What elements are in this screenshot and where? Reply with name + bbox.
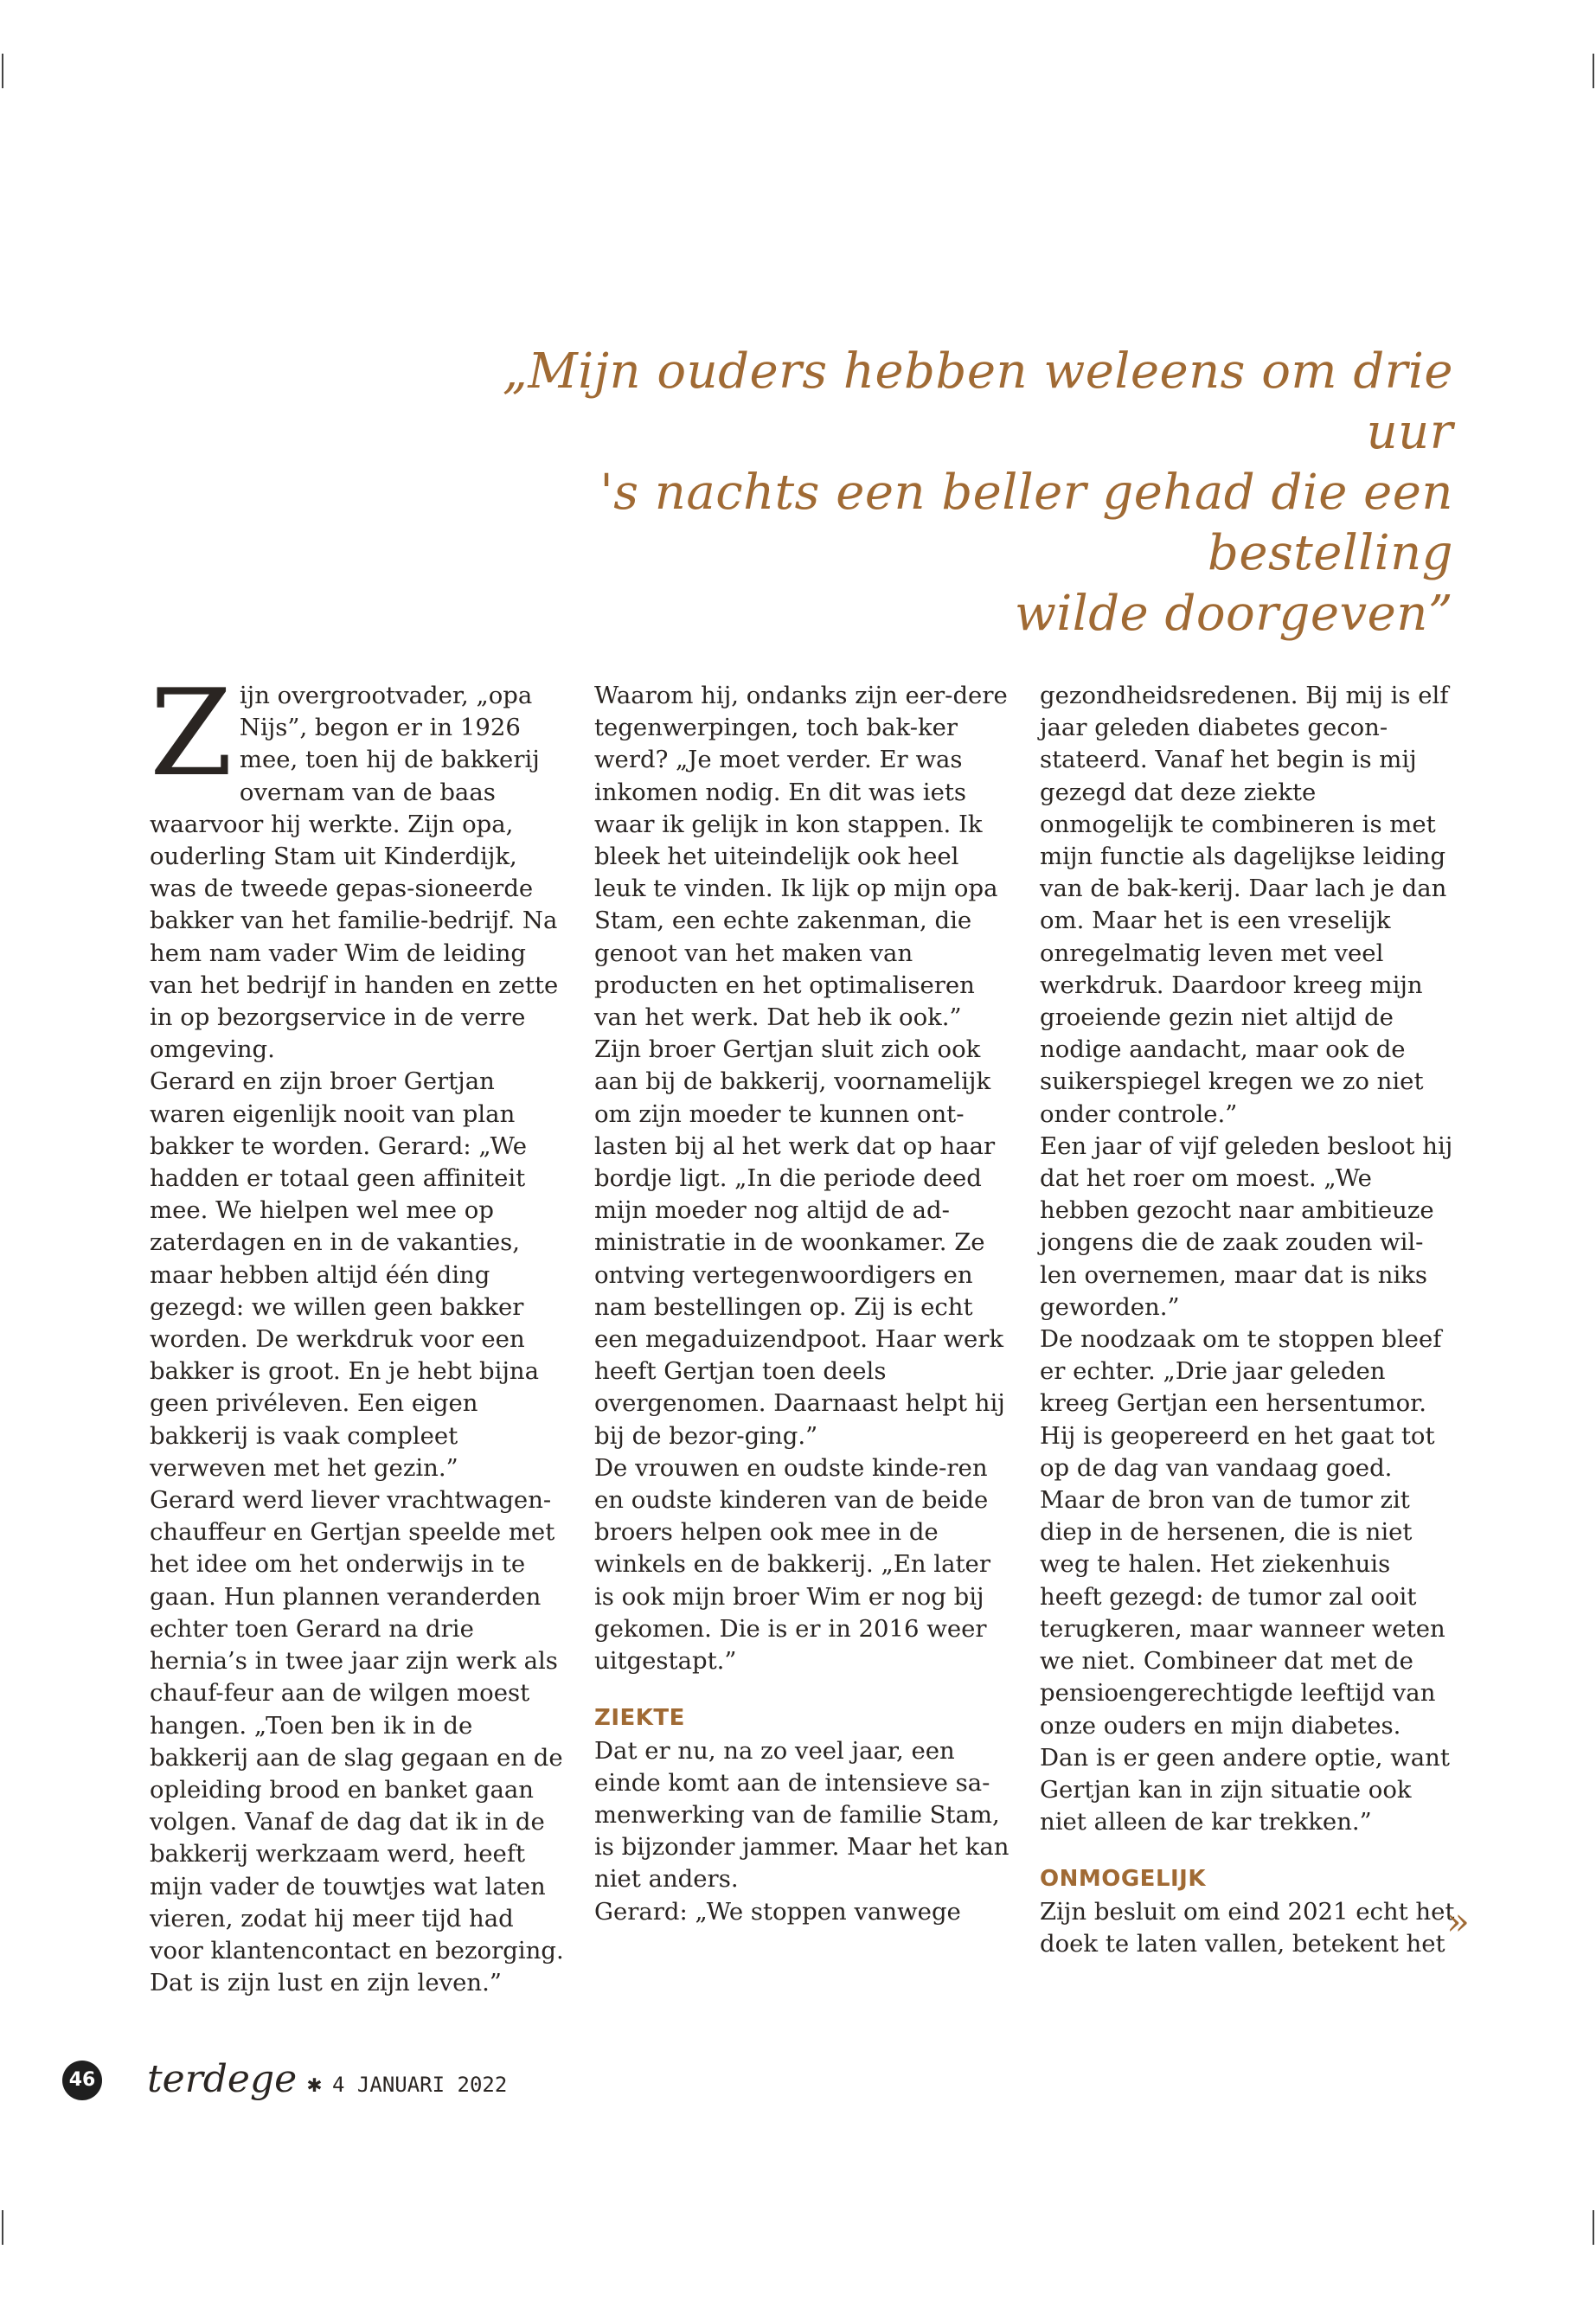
section-heading-ziekte: ZIEKTE [594, 1705, 685, 1732]
article-paragraph: Dat er nu, na zo veel jaar, een einde komt aan de intensieve sa-menwerking van de familie Stam, is bijzonder jammer. Maar het kan niet anders. [594, 1736, 1010, 1894]
article-paragraph: Zijn broer Gertjan sluit zich ook aan bij de bakkerij, voornamelijk om zijn moeder te kunnen ont-lasten bij al het werk dat op haar bordje ligt. „In die periode deed mijn moeder nog altijd de ad-ministratie in de woonkamer. Ze ontving vertegenwoordigers en nam bestellingen op. Zij is echt een megaduizendpoot. Haar werk heeft Gertjan toen deels overgenomen. Daarnaast helpt hij bij de bezor-ging.” [594, 1035, 1005, 1450]
paragraph-text: ijn overgrootvader, „opa Nijs”, begon er in 1926 mee, toen hij de bakkerij overnam van de baas waarvoor hij werkte. Zijn opa, ouderling Stam uit Kinderdijk, was de tweede gepas-sioneerde bakker van het familie-bedrijf. Na hem nam vader Wim de leiding van het bedrijf in handen en zette in op bezorgservice in de verre omgeving. [150, 682, 559, 1064]
article-paragraph: De noodzaak om te stoppen bleef er echter. „Drie jaar geleden kreeg Gertjan een hersentumor. Hij is geopereerd en het gaat tot op de dag van vandaag goed. Maar de bron van de tumor zit diep in de hersenen, die is niet weg te halen. Het ziekenhuis heeft gezegd: de tumor zal ooit terugkeren, maar wanneer weten we niet. Combineer dat met de pensioengerechtigde leeftijd van onze ouders en mijn diabetes. Dan is er geen andere optie, want Gertjan kan in zijn situatie ook niet alleen de kar trekken.” [1040, 1325, 1450, 1836]
article-column-1 [150, 663, 565, 1999]
crop-mark-bottom-right [1593, 2210, 1594, 2245]
pull-quote-line: „Mijn ouders hebben weleens om drie uur [502, 343, 1453, 460]
article-column-3 [1040, 680, 1455, 1960]
article-paragraph: Gerard: „We stoppen vanwege [594, 1897, 961, 1926]
page-footer [147, 2057, 507, 2101]
magazine-logo: terdege [147, 2057, 298, 2101]
article-paragraph: Gerard en zijn broer Gertjan waren eigenlijk nooit van plan bakker te worden. Gerard: „We hadden er totaal geen affiniteit mee. We hielpen wel mee op zaterdagen en in de vakanties, maar hebben altijd één ding gezegd: we willen geen bakker worden. De werkdruk voor een bakker is groot. En je hebt bijna geen privéleven. Een eigen bakkerij is vaak compleet verweven met het gezin.” [150, 1067, 540, 1482]
pull-quote-line: 's nachts een beller gehad die een bestelling [599, 465, 1453, 581]
issue-date: 4 JANUARI 2022 [332, 2073, 508, 2097]
crop-mark-top-right [1593, 54, 1594, 88]
pull-quote-line: wilde doorgeven” [1014, 586, 1453, 642]
page-number: 46 [62, 2061, 102, 2100]
article-paragraph: De vrouwen en oudste kinde-ren en oudste kinderen van de beide broers helpen ook mee in de winkels en de bakkerij. „En later is ook mijn broer Wim er nog bij gekomen. Die is er in 2016 weer uitgestapt.” [594, 1453, 990, 1676]
crop-mark-bottom-left [2, 2210, 3, 2245]
crop-mark-top-left [2, 54, 3, 88]
asterisk-icon: ✱ [307, 2069, 323, 2098]
pull-quote [467, 342, 1453, 644]
article-column-2 [594, 680, 1010, 1928]
drop-cap: Z [150, 663, 233, 803]
continue-arrow-icon: » [1446, 1900, 1470, 1944]
article-paragraph [150, 663, 565, 1066]
article-paragraph: Waarom hij, ondanks zijn eer-dere tegenwerpingen, toch bak-ker werd? „Je moet verder. Er was inkomen nodig. En dit was iets waar ik gelijk in kon stappen. Ik bleek het uiteindelijk ook heel leuk te vinden. Ik lijk op mijn opa Stam, een echte zakenman, die genoot van het maken van producten en het optimaliseren van het werk. Dat heb ik ook.” [594, 682, 1008, 1032]
section-heading-onmogelijk: ONMOGELIJK [1040, 1866, 1207, 1893]
article-paragraph: Gerard werd liever vrachtwagen-chauffeur en Gertjan speelde met het idee om het onderwijs in te gaan. Hun plannen veranderden echter toen Gerard na drie hernia’s in twee jaar zijn werk als chauf-feur aan de wilgen moest hangen. „Toen ben ik in de bakkerij aan de slag gegaan en de opleiding brood en banket gaan volgen. Vanaf de dag dat ik in de bakkerij werkzaam werd, heeft mijn vader de touwtjes wat laten vieren, zodat hij meer tijd had voor klantencontact en bezorging. Dat is zijn lust en zijn leven.” [150, 1486, 564, 1997]
article-paragraph: gezondheidsredenen. Bij mij is elf jaar geleden diabetes gecon-stateerd. Vanaf het begin is mij gezegd dat deze ziekte onmogelijk te combineren is met mijn functie als dagelijkse leiding van de bak-kerij. Daar lach je dan om. Maar het is een vreselijk onregelmatig leven met veel werkdruk. Daardoor kreeg mijn groeiende gezin niet altijd de nodige aandacht, maar ook de suikerspiegel kregen we zo niet onder controle.” [1040, 682, 1449, 1128]
article-paragraph: Een jaar of vijf geleden besloot hij dat het roer om moest. „We hebben gezocht naar ambitieuze jongens die de zaak zouden wil-len overnemen, maar dat is niks geworden.” [1040, 1131, 1453, 1321]
article-paragraph: Zijn besluit om eind 2021 echt het doek te laten vallen, betekent het [1040, 1897, 1455, 1958]
